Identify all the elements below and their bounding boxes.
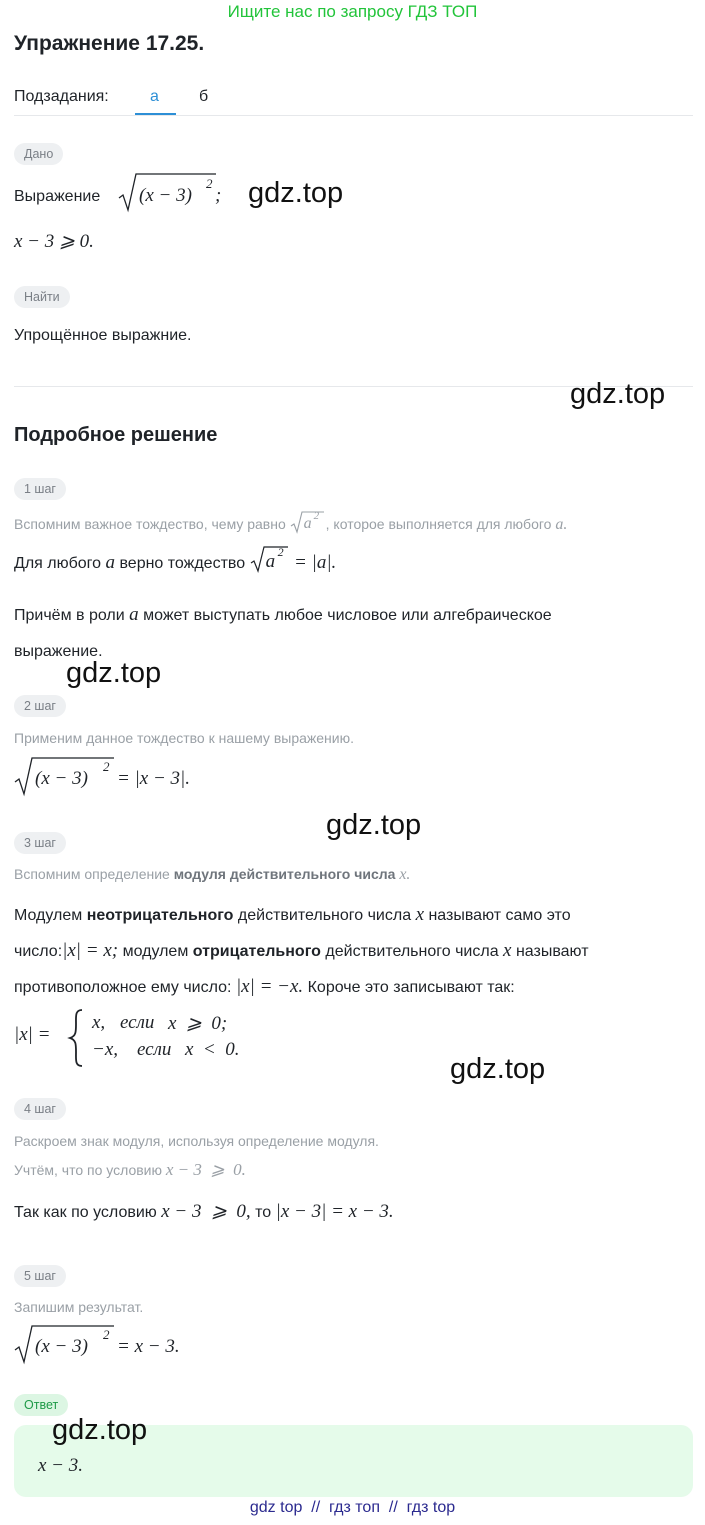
step-3-text: Короче это записывают так: (307, 979, 515, 996)
step-2-sqrt-expression (14, 756, 114, 796)
step-3-text: называют (515, 943, 589, 960)
step-1-line-mid: верно тождество (119, 555, 246, 572)
watermark: gdz.top (326, 809, 422, 841)
step-3-var: x (415, 904, 424, 925)
step-1-identity-sqrt-exp: 2 (277, 545, 284, 559)
step-2-chip: 2 шаг (14, 695, 66, 717)
step-4-hint-text: Учтём, что по условию (14, 1162, 162, 1178)
step-1-identity-rhs: = |a|. (294, 552, 337, 573)
step-1-para-var: a (129, 604, 139, 625)
given-semicolon: ; (215, 185, 222, 206)
given-condition: x − 3 ⩾ 0. (14, 231, 94, 252)
step-1-hint-sqrt (290, 510, 326, 534)
step-1-identity-line (14, 545, 337, 574)
given-chip: Дано (14, 143, 63, 165)
step-5-chip: 5 шаг (14, 1265, 66, 1287)
step-3-text: число: (14, 943, 63, 960)
subtasks-label: Подзадания: (14, 88, 109, 105)
step-4-hint-2 (14, 1160, 246, 1180)
step-1-line-var: a (105, 552, 116, 573)
step-5-sqrt-content: (x − 3) (35, 1336, 88, 1357)
find-chip: Найти (14, 286, 70, 308)
given-expression-label: Выражение (14, 188, 101, 205)
step-1-identity-sqrt-base: a (265, 551, 276, 572)
step-1-hint-sqrt-base: a (303, 515, 312, 532)
top-banner: Ищите нас по запросу ГДЗ ТОП (227, 2, 478, 21)
case-2-word: если (137, 1039, 172, 1060)
step-4-text: Так как по условию (14, 1204, 157, 1221)
step-1-hint-before: Вспомним важное тождество, чему равно (14, 516, 286, 532)
step-4-conclusion (14, 1200, 394, 1223)
case-1-condition: x ⩾ 0; (168, 1013, 228, 1034)
step-2-rhs: = |x − 3|. (117, 768, 191, 789)
step-3-text: противоположное ему число: (14, 979, 232, 996)
step-5-hint: Запишим результат. (14, 1299, 144, 1315)
step-3-text: Модулем (14, 907, 83, 924)
step-3-math: |x| = −x. (235, 976, 304, 997)
footer-links[interactable]: gdz top // гдз топ // гдз top (249, 1499, 456, 1516)
step-1-hint-var: a. (555, 516, 568, 533)
watermark: gdz.top (248, 177, 344, 209)
step-3-chip: 3 шаг (14, 832, 66, 854)
step-3-var: x (503, 940, 512, 961)
step-3-text: действительного числа (237, 907, 412, 924)
given-sqrt-content: (x − 3) (139, 185, 192, 206)
step-1-hint-after: , которое выполняется для любого (325, 516, 552, 532)
tab-b[interactable]: б (199, 88, 209, 105)
step-4-condition: x − 3 ⩾ 0, (161, 1201, 251, 1222)
step-4-text: то (255, 1204, 272, 1221)
step-3-line-2 (14, 940, 589, 962)
step-3-text: называют само это (428, 907, 571, 924)
left-brace-icon (68, 1008, 84, 1068)
step-2-sqrt-exponent: 2 (103, 759, 110, 774)
case-1-word: если (120, 1012, 155, 1033)
step-1-hint-sqrt-exp: 2 (313, 510, 320, 522)
case-1-expr: x, (92, 1012, 106, 1033)
watermark: gdz.top (52, 1414, 148, 1446)
step-3-hint-bold: модуля действительного числа (173, 866, 396, 882)
step-3-text: действительного числа (325, 943, 499, 960)
piecewise-lhs: |x| = (14, 1024, 51, 1045)
given-sqrt-exponent: 2 (206, 176, 213, 191)
step-2-sqrt-content: (x − 3) (35, 768, 88, 789)
step-3-hint-text: Вспомним определение (14, 866, 170, 882)
answer-value: x − 3. (38, 1455, 84, 1476)
step-1-para-text: может выступать любое числовое или алгебраическое (143, 607, 552, 624)
solution-title: Подробное решение (14, 424, 218, 446)
step-1-para-text: выражение. (14, 643, 103, 660)
step-4-hint-1: Раскроем знак модуля, используя определение модуля. (14, 1133, 379, 1149)
tabs-divider (14, 115, 693, 116)
step-4-chip: 4 шаг (14, 1098, 66, 1120)
case-2-expr: −x, (92, 1039, 119, 1060)
step-3-math: |x| = x; (62, 940, 119, 961)
step-4-math: |x − 3| = x − 3. (275, 1201, 394, 1222)
step-1-para-text: Причём в роли (14, 607, 125, 624)
step-5-sqrt-expression (14, 1324, 114, 1364)
step-3-line-3 (14, 976, 515, 998)
step-3-line-1 (14, 904, 571, 926)
step-1-line-before: Для любого (14, 555, 102, 572)
step-3-text: модулем (122, 943, 189, 960)
given-sqrt-expression (118, 172, 228, 212)
page-title: Упражнение 17.25. (14, 32, 205, 55)
piecewise-definition (14, 1008, 314, 1068)
step-4-hint-math: x − 3 ⩾ 0. (165, 1160, 246, 1179)
case-2-condition: x < 0. (185, 1039, 240, 1060)
step-1-identity-sqrt (250, 545, 290, 573)
step-3-hint (14, 866, 410, 884)
step-1-hint (14, 510, 568, 534)
step-5-sqrt-exponent: 2 (103, 1327, 110, 1342)
step-3-hint-var: x. (399, 866, 411, 883)
watermark: gdz.top (570, 378, 666, 410)
tab-a[interactable]: а (150, 88, 159, 105)
watermark: gdz.top (66, 657, 162, 689)
step-3-bold: отрицательного (192, 943, 321, 960)
step-1-chip: 1 шаг (14, 478, 66, 500)
step-5-rhs: = x − 3. (117, 1336, 180, 1357)
watermark: gdz.top (450, 1053, 546, 1085)
find-text: Упрощённое выражние. (14, 327, 192, 344)
step-3-bold: неотрицательного (86, 907, 234, 924)
step-2-hint: Применим данное тождество к нашему выражению. (14, 730, 354, 746)
answer-chip: Ответ (14, 1394, 68, 1416)
